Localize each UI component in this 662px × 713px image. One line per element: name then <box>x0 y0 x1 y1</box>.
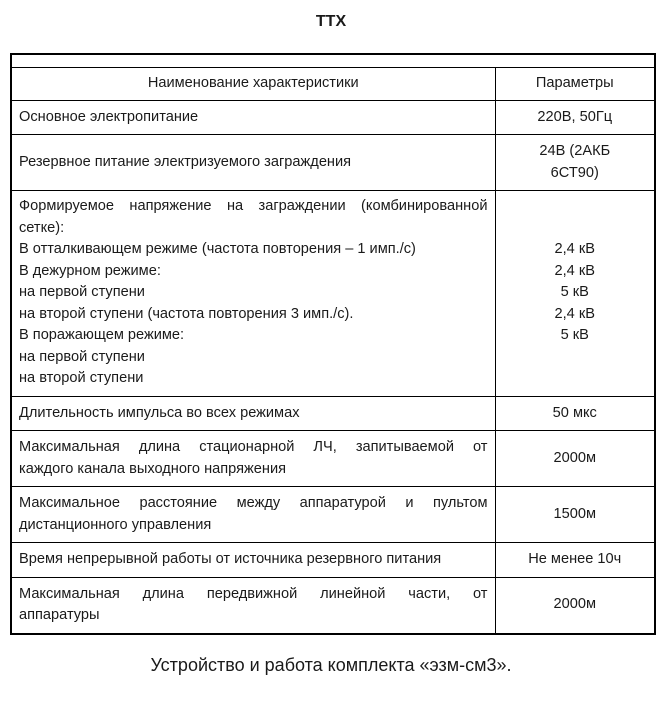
cell-line: 5 кВ <box>560 327 589 343</box>
column-header-parameters: Параметры <box>495 68 655 101</box>
parameter-cell <box>495 191 655 397</box>
cell-line: сетке): <box>19 219 65 236</box>
cell-line: 2000м <box>553 596 596 613</box>
cell-line: 5 кВ <box>560 284 589 300</box>
cell-line: 1500м <box>553 505 596 522</box>
cell-line: Максимальная длина стационарной ЛЧ, запитываемой от <box>19 439 488 455</box>
cell-line: Не менее 10ч <box>528 551 622 567</box>
cell-line <box>503 218 648 240</box>
cell-line: на первой ступени <box>19 284 145 300</box>
column-header-characteristic: Наименование характеристики <box>11 68 495 101</box>
characteristic-cell <box>11 191 495 397</box>
parameter-cell <box>495 431 655 487</box>
cell-line: Длительность импульса во всех режимах <box>19 404 300 421</box>
characteristic-cell <box>11 100 495 135</box>
cell-line: 24В (2АКБ <box>539 143 611 159</box>
characteristic-cell <box>11 396 495 431</box>
cell-line: Резервное питание электризуемого заграждения <box>19 153 352 170</box>
cell-line: дистанционного управления <box>19 516 212 533</box>
cell-line: на второй ступени (частота повторения 3 имп./с). <box>19 305 354 322</box>
table-row <box>11 135 655 191</box>
parameter-cell <box>495 396 655 431</box>
cell-line: Время непрерывной работы от источника резервного питания <box>19 551 442 567</box>
cell-line: 2,4 кВ <box>554 262 595 279</box>
section-heading: Устройство и работа комплекта «эзм-см3». <box>150 654 512 675</box>
cell-line: 2,4 кВ <box>554 305 595 322</box>
parameter-cell <box>495 135 655 191</box>
parameter-cell <box>495 577 655 634</box>
table-row <box>11 543 655 578</box>
cell-line: В поражающем режиме: <box>19 327 185 343</box>
characteristic-cell <box>11 431 495 487</box>
cell-line: 2,4 кВ <box>554 241 595 257</box>
cell-line: Максимальная длина передвижной линейной части, от <box>19 585 488 602</box>
parameter-cell <box>495 487 655 543</box>
ttx-table <box>10 53 656 635</box>
table-row <box>11 396 655 431</box>
page-title: ТТХ <box>315 13 347 30</box>
cell-line: В отталкивающем режиме (частота повторения – 1 имп./с) <box>19 241 416 257</box>
cell-line: Максимальное расстояние между аппаратурой и пультом <box>19 495 488 511</box>
table-body <box>11 54 655 634</box>
table-row <box>11 100 655 135</box>
cell-line: 2000м <box>553 449 596 466</box>
table-header-row <box>11 68 655 101</box>
table-row <box>11 487 655 543</box>
table-row <box>11 577 655 634</box>
table-spacer-row <box>11 54 655 68</box>
characteristic-cell <box>11 543 495 578</box>
cell-line: каждого канала выходного напряжения <box>19 460 287 477</box>
characteristic-cell <box>11 577 495 634</box>
parameter-cell <box>495 100 655 135</box>
cell-line: В дежурном режиме: <box>19 262 161 279</box>
characteristic-cell <box>11 487 495 543</box>
table-row <box>11 191 655 397</box>
cell-line: на второй ступени <box>19 370 144 386</box>
cell-line: на первой ступени <box>19 348 145 365</box>
cell-line: 220В, 50Гц <box>537 108 613 125</box>
characteristic-cell <box>11 135 495 191</box>
cell-line: 6СТ90) <box>550 164 599 181</box>
cell-line: 50 мкс <box>552 404 597 421</box>
spacer-cell <box>11 54 655 68</box>
parameter-cell <box>495 543 655 578</box>
cell-line: аппаратуры <box>19 607 100 623</box>
cell-line <box>503 196 648 218</box>
table-row <box>11 431 655 487</box>
cell-line: Формируемое напряжение на заграждении (комбинированной <box>19 198 488 214</box>
cell-line: Основное электропитание <box>19 108 199 125</box>
